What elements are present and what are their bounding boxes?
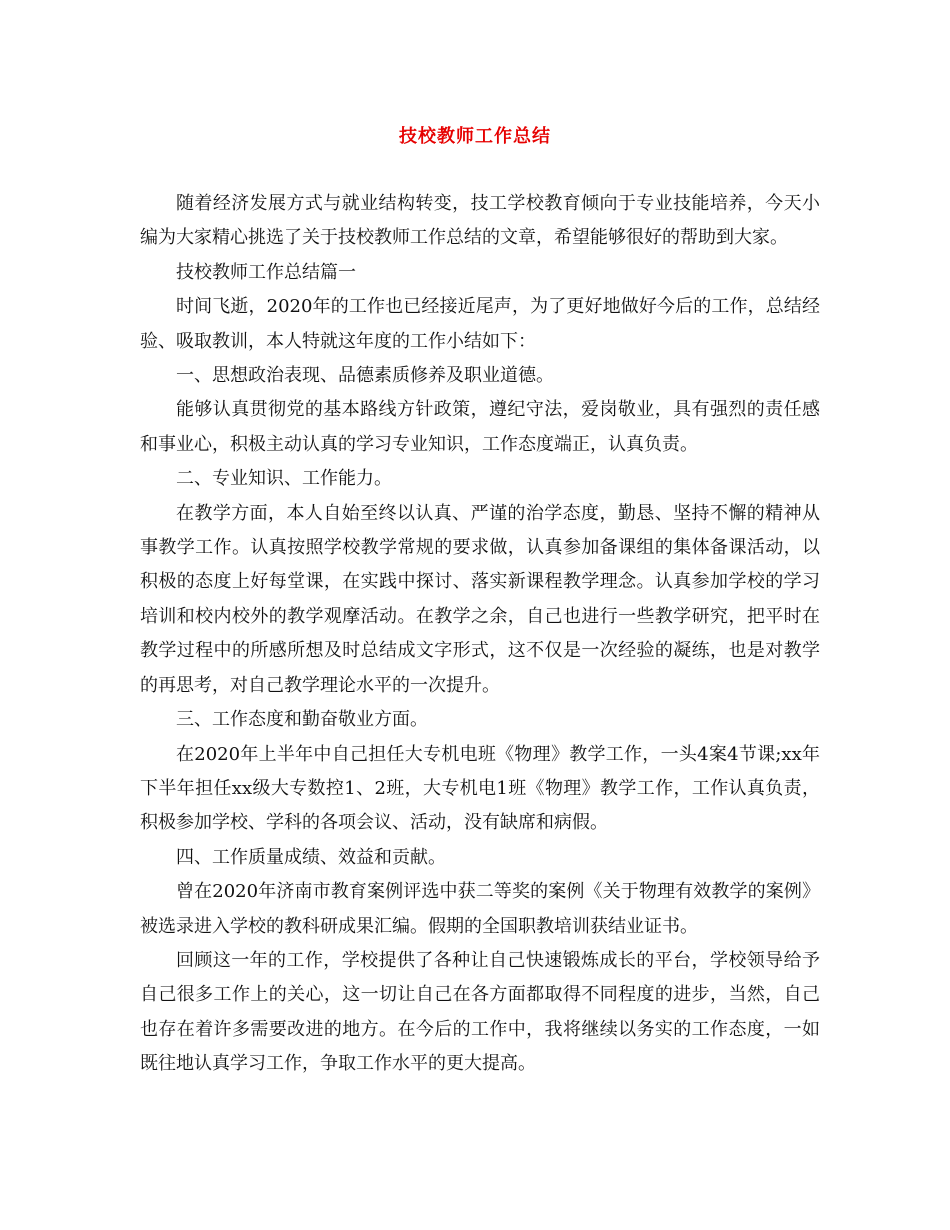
paragraph-intro: 随着经济发展方式与就业结构转变，技工学校教育倾向于专业技能培养，今天小编为大家精心挑选了关于技校教师工作总结的文章，希望能够很好的帮助到大家。	[140, 193, 820, 249]
paragraph-section-heading: 技校教师工作总结篇一	[176, 261, 356, 283]
paragraph-body-3: 在2020年上半年中自己担任大专机电班《物理》教学工作，一头4案4节课;xx年下半年担任xx级大专数控1、2班，大专机电1班《物理》教学工作，工作认真负责，积极参加学校、学科的各项会议、活动，没有缺席和病假。	[140, 743, 820, 834]
paragraph-heading-4: 四、工作质量成绩、效益和贡献。	[176, 846, 446, 868]
paragraph-body-2: 在教学方面，本人自始至终以认真、严谨的治学态度，勤恳、坚持不懈的精神从事教学工作。认真按照学校教学常规的要求做，认真参加备课组的集体备课活动，以积极的态度上好每堂课，在实践中探讨、落实新课程教学理念。认真参加学校的学习培训和校内校外的教学观摩活动。在教学之余，自己也进行一些教学研究，把平时在教学过程中的所感所想及时总结成文字形式，这不仅是一次经验的凝练，也是对教学的再思考，对自己教学理论水平的一次提升。	[140, 502, 820, 696]
document-title: 技校教师工作总结	[399, 126, 551, 147]
paragraph-heading-3: 三、工作态度和勤奋敬业方面。	[176, 709, 428, 731]
paragraph-opening: 时间飞逝，2020年的工作也已经接近尾声，为了更好地做好今后的工作，总结经验、吸取教训，本人特就这年度的工作小结如下：	[140, 296, 820, 352]
paragraph-body-1: 能够认真贯彻党的基本路线方针政策，遵纪守法，爱岗敬业，具有强烈的责任感和事业心，积极主动认真的学习专业知识，工作态度端正，认真负责。	[140, 399, 820, 455]
paragraph-heading-2: 二、专业知识、工作能力。	[176, 468, 392, 490]
paragraph-conclusion: 回顾这一年的工作，学校提供了各种让自己快速锻炼成长的平台，学校领导给予自己很多工作上的关心，这一切让自己在各方面都取得不同程度的进步，当然，自己也存在着许多需要改进的地方。在今后的工作中，我将继续以务实的工作态度，一如既往地认真学习工作，争取工作水平的更大提高。	[140, 949, 820, 1075]
paragraph-body-4: 曾在2020年济南市教育案例评选中获二等奖的案例《关于物理有效教学的案例》被选录进入学校的教科研成果汇编。假期的全国职教培训获结业证书。	[140, 881, 820, 937]
document-body	[140, 187, 820, 1082]
paragraph-heading-1: 一、思想政治表现、品德素质修养及职业道德。	[176, 365, 554, 387]
